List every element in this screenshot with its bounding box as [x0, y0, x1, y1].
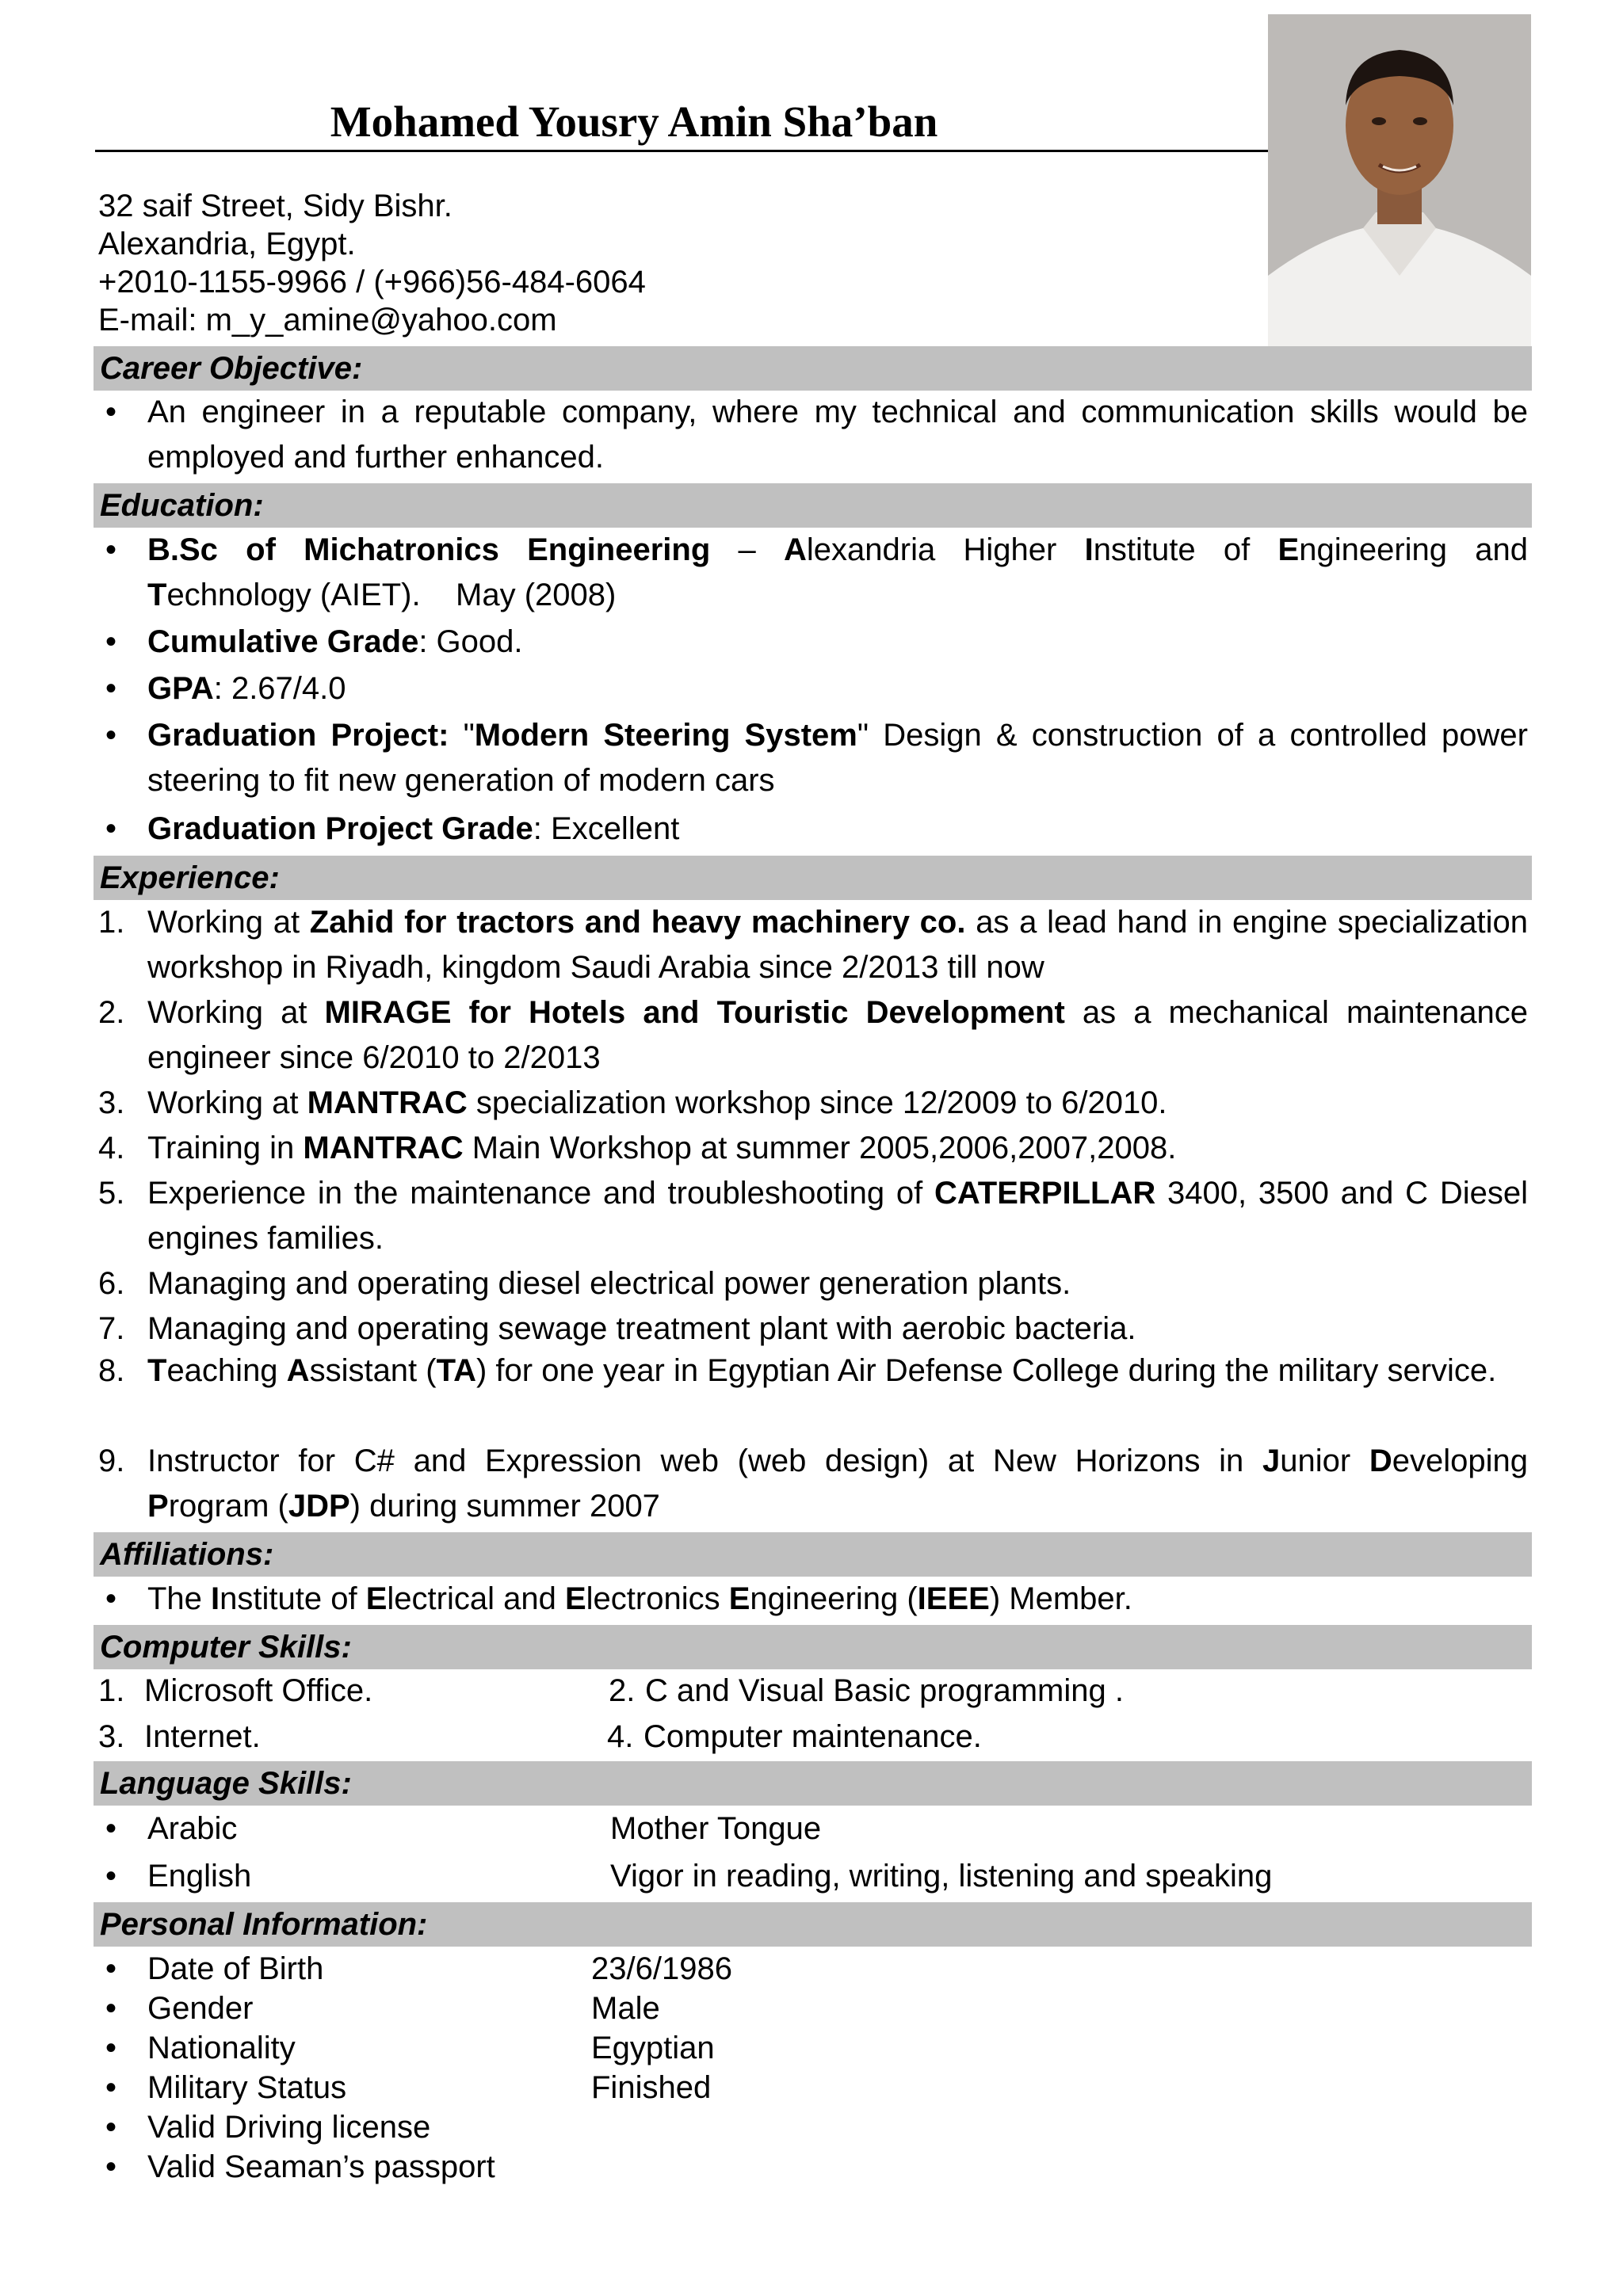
text-fragment: unior — [1280, 1444, 1369, 1478]
experience-text — [147, 1126, 1528, 1171]
degree-text — [147, 528, 1528, 618]
company-name: Zahid for tractors and heavy machinery co. — [309, 905, 966, 940]
text-fragment: rogram ( — [168, 1489, 288, 1524]
initial: J — [1262, 1444, 1281, 1478]
address-line-2: Alexandria, Egypt. — [98, 227, 356, 261]
text-fragment: ngineering ( — [750, 1581, 918, 1616]
text-fragment: specialization workshop since 12/2009 to 6/2010. — [467, 1085, 1167, 1120]
text-fragment: Main Workshop at summer 2005,2006,2007,2008. — [463, 1131, 1177, 1165]
initial: D — [1369, 1444, 1392, 1478]
experience-text — [147, 1348, 1528, 1394]
initial: A — [784, 532, 807, 567]
company-name: MIRAGE for Hotels and Touristic Development — [324, 995, 1065, 1030]
text-fragment: The — [147, 1581, 212, 1616]
bullet-icon: • — [105, 2110, 116, 2145]
bullet-icon: • — [105, 1811, 116, 1846]
experience-text — [147, 1439, 1528, 1529]
item-number: 2. — [609, 1673, 636, 1708]
experience-text — [147, 990, 1528, 1081]
bullet-icon: • — [105, 395, 116, 429]
affiliation-text — [147, 1577, 1528, 1622]
text-fragment: Training in — [147, 1131, 304, 1165]
personal-info-label: Date of Birth — [147, 1951, 324, 1986]
bullet-icon: • — [105, 532, 116, 567]
text-fragment: lectronics — [586, 1581, 729, 1616]
language-name: English — [147, 1859, 252, 1894]
item-number: 7. — [98, 1311, 125, 1346]
personal-info-label: Nationality — [147, 2031, 296, 2065]
section-affiliations: Affiliations: — [94, 1532, 1532, 1577]
list-item — [95, 807, 1528, 852]
text-fragment: ssistant ( — [309, 1353, 437, 1388]
initial: I — [211, 1581, 220, 1616]
experience-text — [147, 1081, 1528, 1126]
list-item — [95, 620, 1528, 665]
experience-text — [147, 900, 1528, 990]
project-text — [147, 713, 1528, 803]
bullet-icon: • — [105, 671, 116, 706]
institute-fragment: lexandria Higher — [806, 532, 1085, 567]
profile-photo — [1268, 14, 1531, 347]
text-fragment: ) Member. — [989, 1581, 1132, 1616]
abbreviation: JDP — [288, 1489, 350, 1524]
text-fragment: ) during summer 2007 — [349, 1489, 660, 1524]
text-fragment: eaching — [166, 1353, 287, 1388]
list-item — [95, 390, 1528, 480]
degree-title: B.Sc of Michatronics Engineering — [147, 532, 711, 567]
company-name: MANTRAC — [307, 1085, 468, 1120]
gpa-text — [147, 666, 1528, 711]
list-item — [95, 713, 1528, 803]
skill-item: C and Visual Basic programming . — [645, 1673, 1124, 1708]
list-item — [95, 666, 1528, 711]
list-item — [95, 1081, 1528, 1126]
list-item — [95, 1306, 1528, 1352]
initial: T — [147, 578, 167, 612]
institute-fragment: echnology (AIET). May (2008) — [166, 578, 617, 612]
bullet-icon: • — [105, 718, 116, 753]
abbreviation: TA — [436, 1353, 476, 1388]
address-line-1: 32 saif Street, Sidy Bishr. — [98, 189, 453, 223]
gpa-value: : 2.67/4.0 — [213, 671, 346, 706]
initial: I — [1084, 532, 1094, 567]
text-fragment: as a lead hand in engine specialization workshop in Riyadh, kingdom Saudi Arabia since 2/2013 till now — [147, 905, 1529, 985]
company-name: CATERPILLAR — [934, 1176, 1156, 1211]
list-item — [95, 528, 1528, 618]
text-fragment: Working at — [147, 995, 325, 1030]
initial: E — [1277, 532, 1300, 567]
list-item — [95, 1171, 1528, 1261]
initial: E — [564, 1581, 586, 1616]
item-number: 4. — [98, 1131, 125, 1165]
personal-info-label: Valid Seaman’s passport — [147, 2149, 495, 2184]
project-grade-value: : Excellent — [533, 811, 680, 846]
item-number: 1. — [98, 1673, 125, 1708]
initial: A — [286, 1353, 310, 1388]
project-grade-label: Graduation Project Grade — [147, 811, 533, 846]
language-name: Arabic — [147, 1811, 238, 1846]
bullet-icon: • — [105, 1991, 116, 2026]
bullet-icon: • — [105, 811, 116, 846]
experience-text — [147, 1306, 1528, 1352]
institute-fragment: ngineering and — [1299, 532, 1529, 567]
language-level: Vigor in reading, writing, listening and speaking — [610, 1859, 1273, 1894]
gpa-label: GPA — [147, 671, 214, 706]
skill-item: Computer maintenance. — [643, 1719, 982, 1754]
list-item — [95, 900, 1528, 990]
initial: E — [728, 1581, 750, 1616]
email-line: E-mail: m_y_amine@yahoo.com — [98, 303, 557, 338]
grade-text — [147, 620, 1528, 665]
institute-fragment: nstitute of — [1093, 532, 1278, 567]
name-underline — [95, 150, 1268, 152]
section-career-objective: Career Objective: — [94, 346, 1532, 391]
company-name: MANTRAC — [303, 1131, 464, 1165]
item-number: 8. — [98, 1353, 125, 1388]
personal-info-label: Military Status — [147, 2070, 347, 2105]
section-personal-information: Personal Information: — [94, 1902, 1532, 1947]
personal-info-label: Valid Driving license — [147, 2110, 431, 2145]
bullet-icon: • — [105, 1951, 116, 1986]
text-fragment: Managing and operating diesel electrical power generation plants. — [147, 1266, 1071, 1301]
section-language-skills: Language Skills: — [94, 1761, 1532, 1806]
initial: E — [365, 1581, 388, 1616]
text-fragment: ) for one year in Egyptian Air Defense College during the military service. — [475, 1353, 1497, 1388]
section-experience: Experience: — [94, 856, 1532, 900]
personal-info-value: Egyptian — [591, 2031, 715, 2065]
career-objective-text: An engineer in a reputable company, where my technical and communication skills would be employed and further enhanced. — [147, 395, 1528, 475]
list-item — [95, 1348, 1528, 1394]
text-fragment: Working at — [147, 1085, 307, 1120]
bullet-icon: • — [105, 2070, 116, 2105]
quote: " — [449, 718, 475, 753]
item-number: 5. — [98, 1176, 125, 1211]
language-level: Mother Tongue — [610, 1811, 822, 1846]
personal-info-label: Gender — [147, 1991, 254, 2026]
bullet-icon: • — [105, 1581, 116, 1616]
project-grade-text — [147, 807, 1528, 852]
initial: T — [147, 1353, 167, 1388]
grade-value: : Good. — [418, 624, 523, 659]
initial: P — [147, 1489, 169, 1524]
text-fragment: 3400, 3500 and C Diesel engines families. — [147, 1176, 1528, 1256]
section-computer-skills: Computer Skills: — [94, 1625, 1532, 1669]
text-fragment: as a mechanical maintenance engineer since 6/2010 to 2/2013 — [147, 995, 1529, 1075]
bullet-icon: • — [105, 1859, 116, 1894]
personal-info-value: 23/6/1986 — [591, 1951, 732, 1986]
bullet-icon: • — [105, 624, 116, 659]
resume-name: Mohamed Yousry Amin Sha’ban — [330, 97, 938, 146]
item-number: 3. — [98, 1085, 125, 1120]
item-number: 4. — [607, 1719, 634, 1754]
item-number: 9. — [98, 1444, 125, 1478]
text-fragment: lectrical and — [387, 1581, 565, 1616]
grade-label: Cumulative Grade — [147, 624, 419, 659]
experience-text — [147, 1171, 1528, 1261]
item-number: 3. — [98, 1719, 125, 1754]
personal-info-value: Male — [591, 1991, 660, 2026]
abbreviation: IEEE — [917, 1581, 990, 1616]
project-description: " Design & construction of a controlled power steering to fit new generation of modern cars — [147, 718, 1528, 798]
item-number: 6. — [98, 1266, 125, 1301]
project-name: Modern Steering System — [474, 718, 857, 753]
list-item — [95, 1577, 1528, 1622]
skill-item: Internet. — [144, 1719, 261, 1754]
text-fragment: eveloping — [1392, 1444, 1528, 1478]
text-fragment: Instructor for C# and Expression web (web design) at New Horizons in — [147, 1444, 1262, 1478]
bullet-icon: • — [105, 2149, 116, 2184]
list-item — [95, 990, 1528, 1081]
list-item — [95, 1261, 1528, 1306]
text-fragment: Experience in the maintenance and troubleshooting of — [147, 1176, 934, 1211]
list-item — [95, 1439, 1528, 1529]
skill-item: Microsoft Office. — [144, 1673, 373, 1708]
list-item — [95, 1126, 1528, 1171]
item-number: 2. — [98, 995, 125, 1030]
personal-info-value: Finished — [591, 2070, 712, 2105]
phone-numbers: +2010-1155-9966 / (+966)56-484-6064 — [98, 265, 646, 299]
degree-dash: – — [710, 532, 785, 567]
text-fragment: Managing and operating sewage treatment plant with aerobic bacteria. — [147, 1311, 1136, 1346]
project-label: Graduation Project: — [147, 718, 449, 753]
text-fragment: nstitute of — [220, 1581, 366, 1616]
section-education: Education: — [94, 483, 1532, 528]
experience-text — [147, 1261, 1528, 1306]
bullet-icon: • — [105, 2031, 116, 2065]
text-fragment: Working at — [147, 905, 310, 940]
item-number: 1. — [98, 905, 125, 940]
